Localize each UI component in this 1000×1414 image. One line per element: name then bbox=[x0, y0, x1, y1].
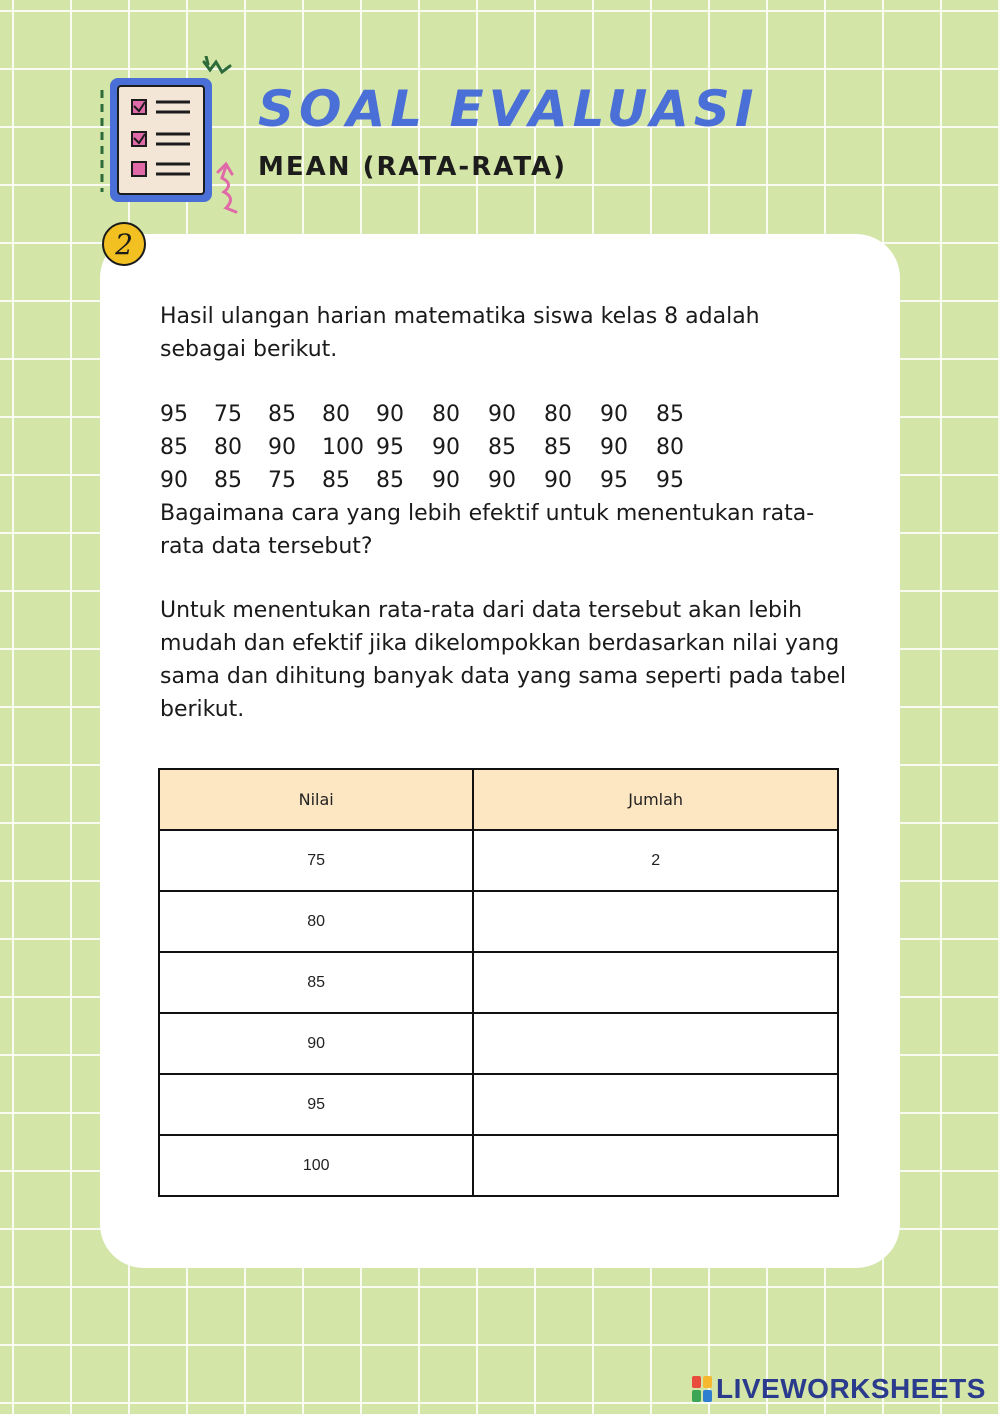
liveworksheets-brand[interactable] bbox=[692, 1374, 986, 1404]
nilai-cell: 75 bbox=[159, 830, 473, 891]
data-value: 80 bbox=[214, 435, 242, 460]
data-value: 90 bbox=[268, 435, 296, 460]
liveworksheets-logo-icon bbox=[692, 1376, 712, 1402]
data-value: 100 bbox=[322, 435, 364, 460]
data-value: 90 bbox=[432, 435, 460, 460]
column-header-jumlah: Jumlah bbox=[473, 769, 838, 830]
table-header-row bbox=[159, 769, 838, 830]
jumlah-cell[interactable]: 2 bbox=[473, 830, 838, 891]
question-number-badge: 2 bbox=[102, 222, 146, 266]
logo-square bbox=[692, 1390, 701, 1402]
table-row bbox=[159, 830, 838, 891]
data-value: 85 bbox=[322, 468, 350, 493]
table-row bbox=[159, 1135, 838, 1196]
nilai-cell: 95 bbox=[159, 1074, 473, 1135]
data-value: 80 bbox=[432, 402, 460, 427]
data-value: 80 bbox=[656, 435, 684, 460]
data-value: 90 bbox=[544, 468, 572, 493]
data-value: 90 bbox=[488, 468, 516, 493]
page-title: SOAL EVALUASI bbox=[258, 80, 759, 138]
brand-name: LIVEWORKSHEETS bbox=[716, 1373, 986, 1404]
jumlah-cell[interactable] bbox=[473, 952, 838, 1013]
data-value: 75 bbox=[214, 402, 242, 427]
logo-square bbox=[703, 1376, 712, 1388]
nilai-cell: 90 bbox=[159, 1013, 473, 1074]
question-prompt: Bagaimana cara yang lebih efektif untuk menentukan rata-rata data tersebut? bbox=[160, 501, 815, 559]
logo-square bbox=[703, 1390, 712, 1402]
jumlah-cell[interactable] bbox=[473, 1074, 838, 1135]
nilai-cell: 80 bbox=[159, 891, 473, 952]
question-intro: Hasil ulangan harian matematika siswa kelas 8 adalah sebagai berikut. bbox=[160, 304, 760, 362]
logo-square bbox=[692, 1376, 701, 1388]
data-value: 90 bbox=[432, 468, 460, 493]
data-value: 95 bbox=[376, 435, 404, 460]
frequency-table bbox=[158, 768, 839, 1197]
data-value: 95 bbox=[600, 468, 628, 493]
data-value: 85 bbox=[160, 435, 188, 460]
data-value: 85 bbox=[544, 435, 572, 460]
jumlah-cell[interactable] bbox=[473, 1013, 838, 1074]
data-value: 95 bbox=[656, 468, 684, 493]
column-header-nilai: Nilai bbox=[159, 769, 473, 830]
table-row bbox=[159, 891, 838, 952]
data-value: 85 bbox=[488, 435, 516, 460]
data-value: 85 bbox=[268, 402, 296, 427]
table-row bbox=[159, 952, 838, 1013]
table-body bbox=[159, 830, 838, 1196]
jumlah-cell[interactable] bbox=[473, 1135, 838, 1196]
table-row bbox=[159, 1013, 838, 1074]
data-value: 90 bbox=[488, 402, 516, 427]
data-value: 90 bbox=[376, 402, 404, 427]
nilai-cell: 85 bbox=[159, 952, 473, 1013]
data-value: 80 bbox=[322, 402, 350, 427]
clipboard-checklist-icon bbox=[98, 56, 248, 216]
data-value: 85 bbox=[376, 468, 404, 493]
data-value: 90 bbox=[600, 435, 628, 460]
data-value: 90 bbox=[160, 468, 188, 493]
data-value: 75 bbox=[268, 468, 296, 493]
data-value: 85 bbox=[214, 468, 242, 493]
data-value: 90 bbox=[600, 402, 628, 427]
page-subtitle: MEAN (RATA-RATA) bbox=[258, 152, 568, 182]
data-value: 95 bbox=[160, 402, 188, 427]
table-row bbox=[159, 1074, 838, 1135]
question-explanation: Untuk menentukan rata-rata dari data tersebut akan lebih mudah dan efektif jika dikelompokkan berdasarkan nilai yang sama dan dihitung banyak data yang sama seperti pada tabel berikut. bbox=[160, 598, 847, 722]
data-value: 85 bbox=[656, 402, 684, 427]
nilai-cell: 100 bbox=[159, 1135, 473, 1196]
jumlah-cell[interactable] bbox=[473, 891, 838, 952]
data-value: 80 bbox=[544, 402, 572, 427]
